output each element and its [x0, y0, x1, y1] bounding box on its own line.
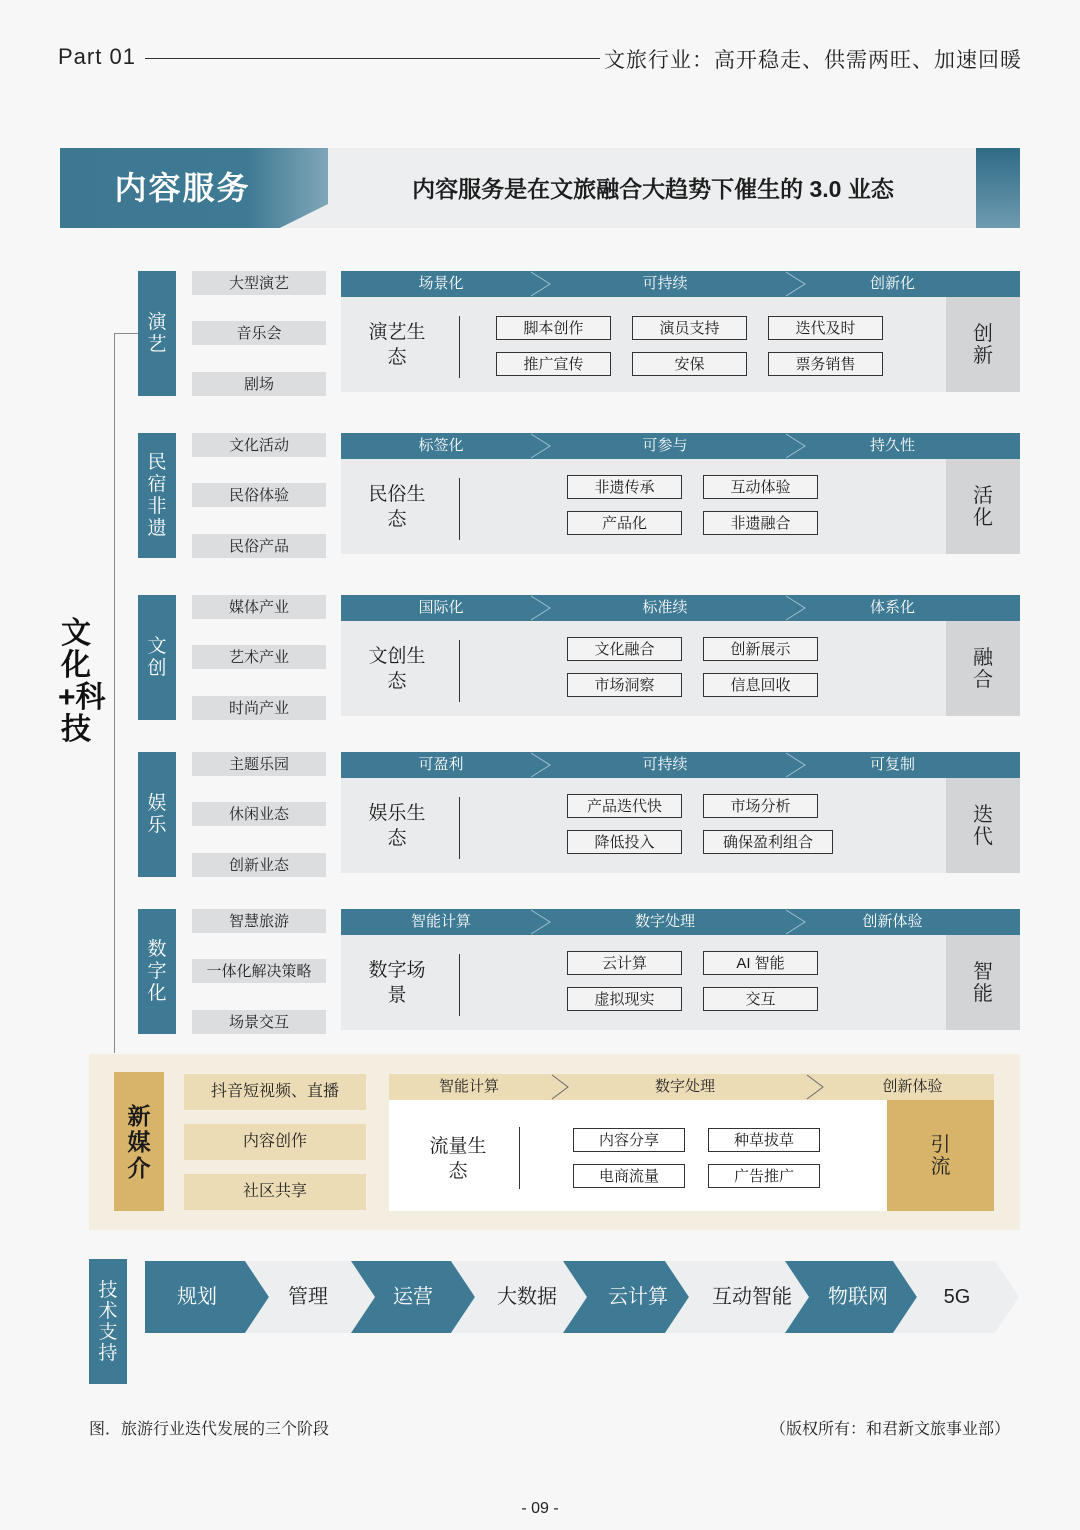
- row-panel: [341, 297, 1020, 392]
- sub-category: 文化活动: [192, 433, 326, 457]
- eco-divider: [459, 797, 460, 859]
- eco-label: 娱乐生态: [368, 803, 426, 849]
- new-media-stage: 智能计算: [438, 1078, 499, 1095]
- stage-label: 标签化: [418, 437, 464, 454]
- sub-category: 音乐会: [192, 321, 326, 345]
- category-label-box: [138, 433, 176, 558]
- sub-category: 创新业态: [192, 853, 326, 877]
- new-media-eco-label: 流量生态: [429, 1136, 487, 1182]
- new-media-sub: 内容创作: [184, 1124, 366, 1160]
- copyright: （版权所有：和君新文旅事业部）: [769, 1421, 1010, 1438]
- stage-label: 可盈利: [418, 756, 464, 773]
- new-media-stage: 创新体验: [882, 1078, 943, 1095]
- stage-label: 标准续: [642, 599, 688, 616]
- stage-label: 可持续: [642, 275, 688, 292]
- new-media-category: [114, 1072, 164, 1211]
- stage-label: 创新化: [869, 275, 915, 292]
- category-label-box: [138, 752, 176, 877]
- ecosystem-item: 票务销售: [768, 352, 883, 376]
- tech-category: [89, 1259, 127, 1384]
- sub-category: 休闲业态: [192, 802, 326, 826]
- outcome-box: [946, 459, 1020, 554]
- ecosystem-item: 云计算: [567, 951, 682, 975]
- eco-divider: [519, 1127, 520, 1189]
- outcome-box: [946, 778, 1020, 873]
- category-label: 文创: [147, 635, 167, 679]
- tech-item: 大数据: [497, 1286, 557, 1308]
- stage-label: 智能计算: [410, 913, 471, 930]
- sub-category: 剧场: [192, 372, 326, 396]
- stage-label: 可复制: [869, 756, 915, 773]
- eco-label: 文创生态: [368, 646, 426, 692]
- category-label-box: [138, 909, 176, 1034]
- new-media-item: 种草拔草: [708, 1128, 820, 1152]
- new-media-outcome-label: 引流: [930, 1133, 951, 1178]
- banner-accent: [976, 148, 1020, 228]
- chevron-right-icon: [528, 433, 554, 459]
- new-media-stage: 数字处理: [654, 1078, 715, 1095]
- outcome-box: [946, 935, 1020, 1030]
- chevron-right-icon: [783, 271, 809, 297]
- outcome-box: [946, 621, 1020, 716]
- outcome-label: 迭代: [973, 803, 993, 848]
- outcome-box: [946, 297, 1020, 392]
- chevron-right-icon: [803, 1074, 827, 1100]
- header-divider: [145, 58, 600, 59]
- new-media-outcome: [887, 1100, 994, 1211]
- ecosystem-item: 迭代及时: [768, 316, 883, 340]
- eco-divider: [459, 478, 460, 540]
- eco-divider: [459, 316, 460, 378]
- category-label: 数字化: [147, 938, 167, 1004]
- category-label: 演艺: [147, 311, 167, 355]
- tech-category-label: 技术支持: [98, 1279, 118, 1364]
- connector-line: [114, 333, 115, 1053]
- row-panel: [341, 621, 1020, 716]
- new-media-eco: [423, 1134, 493, 1184]
- ecosystem-item: 市场洞察: [567, 673, 682, 697]
- ecosystem-item: 创新展示: [703, 637, 818, 661]
- category-label: 娱乐: [147, 792, 167, 836]
- ecosystem-item: 产品迭代快: [567, 794, 682, 818]
- new-media-category-label: 新媒介: [127, 1102, 151, 1181]
- sub-category: 主题乐园: [192, 752, 326, 776]
- category-label: 民宿非遗: [147, 451, 167, 539]
- category-label-box: [138, 595, 176, 720]
- ecosystem-item: 脚本创作: [496, 316, 611, 340]
- stage-label: 可持续: [642, 756, 688, 773]
- eco-label: 民俗生态: [368, 484, 426, 530]
- new-media-item: 内容分享: [573, 1128, 685, 1152]
- ecosystem-item: 文化融合: [567, 637, 682, 661]
- category-label-box: [138, 271, 176, 396]
- tech-item: 管理: [288, 1286, 328, 1308]
- ecosystem-item: 降低投入: [567, 830, 682, 854]
- chevron-right-icon: [528, 909, 554, 935]
- chevron-right-icon: [783, 433, 809, 459]
- ecosystem-item: 互动体验: [703, 475, 818, 499]
- ecosystem-item: 虚拟现实: [567, 987, 682, 1011]
- stage-label: 场景化: [418, 275, 464, 292]
- sub-category: 大型演艺: [192, 271, 326, 295]
- sub-category: 一体化解决策略: [192, 959, 326, 983]
- chevron-right-icon: [783, 752, 809, 778]
- sub-category: 民俗产品: [192, 534, 326, 558]
- header-title: 文旅行业：高开稳走、供需两旺、加速回暖: [604, 49, 1022, 72]
- ecosystem-item: 安保: [632, 352, 747, 376]
- chevron-right-icon: [528, 595, 554, 621]
- eco-label: 数字场景: [368, 960, 426, 1006]
- eco-divider: [459, 954, 460, 1016]
- tech-item: 物联网: [828, 1286, 888, 1308]
- ecosystem-item: 演员支持: [632, 316, 747, 340]
- ecosystem-item: 非遗传承: [567, 475, 682, 499]
- stage-label: 体系化: [869, 599, 915, 616]
- new-media-item: 广告推广: [708, 1164, 820, 1188]
- stage-label: 持久性: [869, 437, 915, 454]
- sub-category: 媒体产业: [192, 595, 326, 619]
- stage-label: 数字处理: [634, 913, 695, 930]
- row-panel: [341, 459, 1020, 554]
- new-media-item: 电商流量: [573, 1164, 685, 1188]
- tech-item: 运营: [393, 1286, 433, 1308]
- tech-item: 5G: [943, 1286, 971, 1308]
- ecosystem-item: 市场分析: [703, 794, 818, 818]
- stage-label: 国际化: [418, 599, 464, 616]
- outcome-label: 活化: [973, 484, 993, 529]
- outcome-label: 创新: [973, 322, 993, 367]
- row-panel: [341, 778, 1020, 873]
- sub-category: 场景交互: [192, 1010, 326, 1034]
- chevron-right-icon: [528, 271, 554, 297]
- row-panel: [341, 935, 1020, 1030]
- outcome-label: 智能: [973, 960, 993, 1005]
- ecosystem-item: 确保盈利组合: [703, 830, 833, 854]
- ecosystem-item: 交互: [703, 987, 818, 1011]
- ecosystem-item: 非遗融合: [703, 511, 818, 535]
- connector-tick: [114, 333, 138, 334]
- outcome-label: 融合: [973, 646, 993, 691]
- sub-category: 民俗体验: [192, 483, 326, 507]
- sub-category: 智慧旅游: [192, 909, 326, 933]
- banner-subtitle: 内容服务是在文旅融合大趋势下催生的 3.0 业态: [412, 176, 894, 202]
- tech-item: 云计算: [608, 1286, 668, 1308]
- tech-item: 规划: [177, 1286, 217, 1308]
- page-number: - 09 -: [521, 1500, 559, 1517]
- stage-label: 创新体验: [862, 913, 923, 930]
- new-media-sub: 社区共享: [184, 1174, 366, 1210]
- ecosystem-item: AI 智能: [703, 951, 818, 975]
- ecosystem-item: 信息回收: [703, 673, 818, 697]
- chevron-right-icon: [548, 1074, 572, 1100]
- ecosystem-item: 推广宣传: [496, 352, 611, 376]
- banner-label: 内容服务: [114, 170, 251, 206]
- figure-caption: 图．旅游行业迭代发展的三个阶段: [89, 1421, 330, 1438]
- sub-category: 时尚产业: [192, 696, 326, 720]
- new-media-sub: 抖音短视频、直播: [184, 1074, 366, 1110]
- side-label: 文化+科技: [58, 617, 106, 746]
- ecosystem-item: 产品化: [567, 511, 682, 535]
- chevron-right-icon: [783, 595, 809, 621]
- part-label: Part 01: [58, 44, 136, 69]
- tech-item: 互动智能: [712, 1286, 792, 1308]
- eco-divider: [459, 640, 460, 702]
- sub-category: 艺术产业: [192, 645, 326, 669]
- eco-label: 演艺生态: [368, 322, 426, 368]
- chevron-right-icon: [783, 909, 809, 935]
- stage-label: 可参与: [642, 437, 688, 454]
- chevron-right-icon: [528, 752, 554, 778]
